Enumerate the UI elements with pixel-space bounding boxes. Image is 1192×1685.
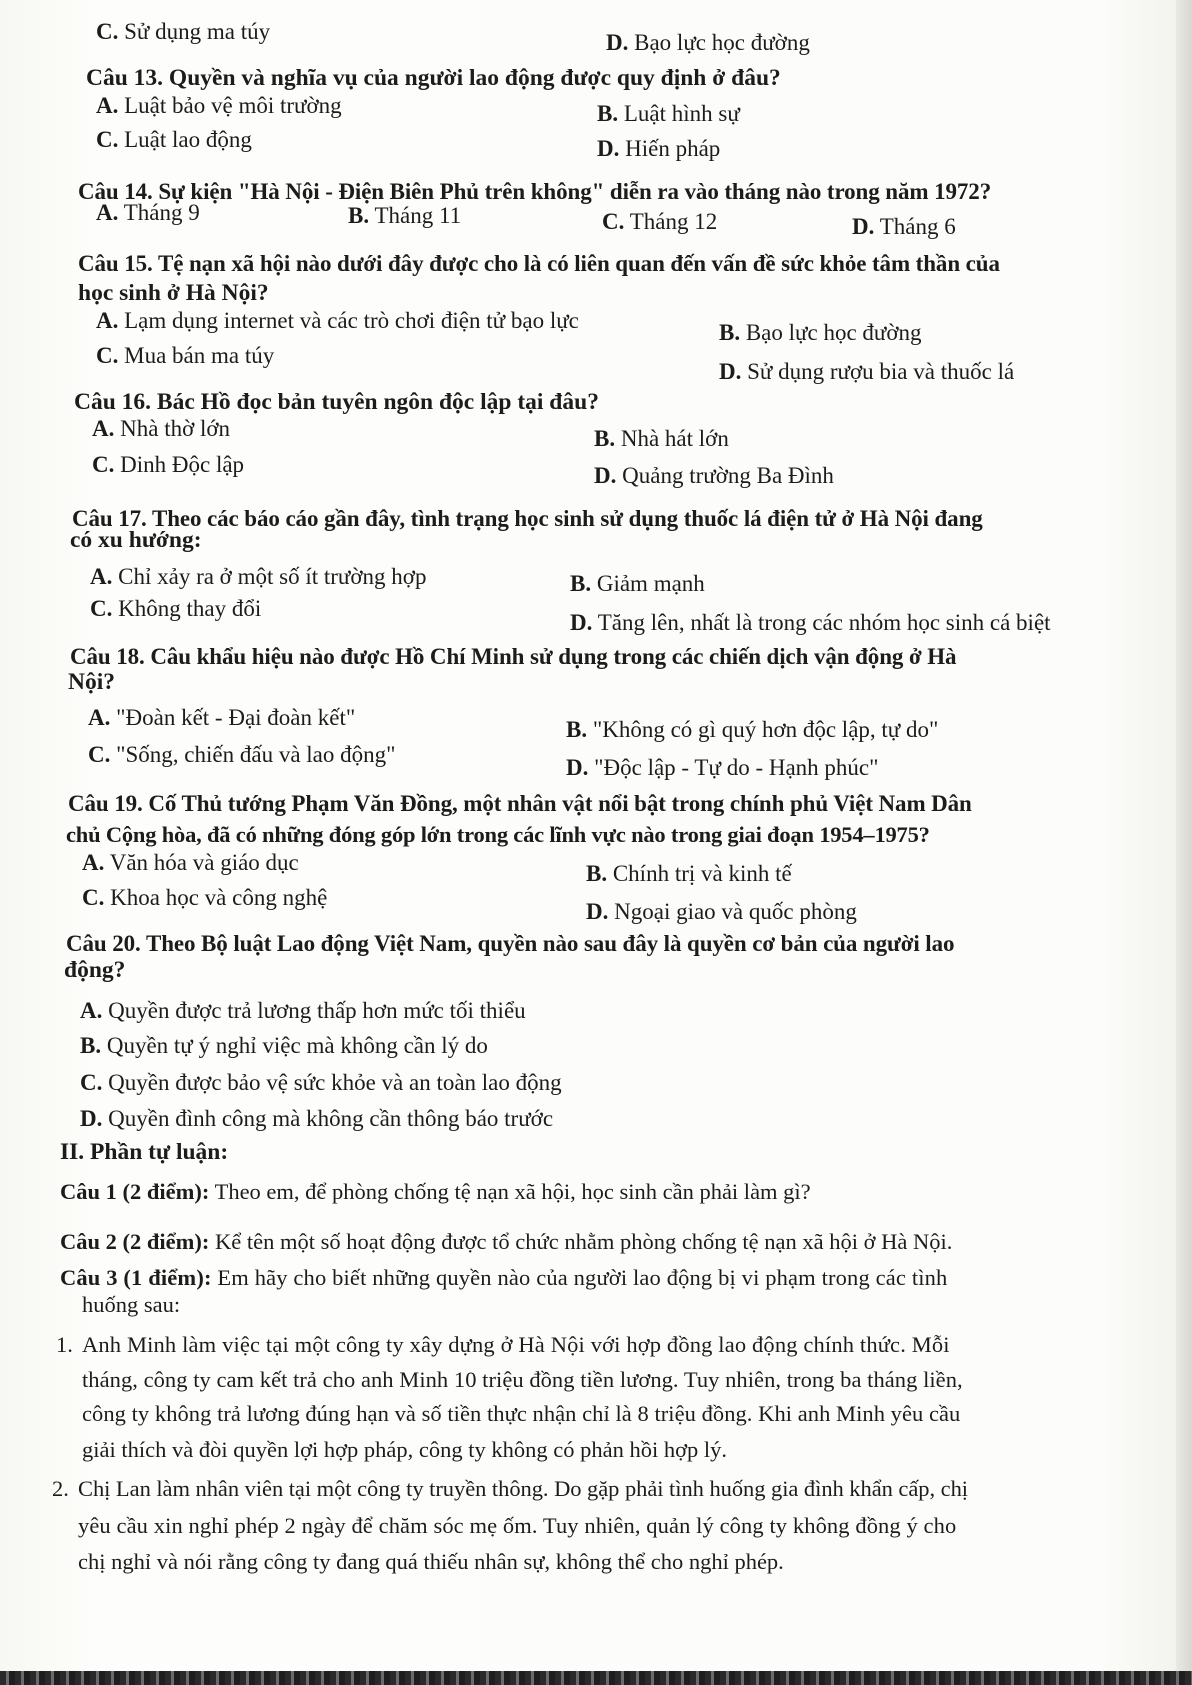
q15-option-d: D. Sử dụng rượu bia và thuốc lá — [719, 359, 1015, 384]
q20-option-d: D. Quyền đình công mà không cần thông báo trước — [80, 1106, 554, 1131]
q17-option-a: A. Chỉ xảy ra ở một số ít trường hợp — [90, 564, 427, 589]
q20-option-c: C. Quyền được bảo vệ sức khỏe và an toàn lao động — [80, 1070, 562, 1095]
question-16: Câu 16. Bác Hồ đọc bản tuyên ngôn độc lập tại đâu? — [74, 389, 599, 415]
q13-option-c: C. Luật lao động — [96, 127, 252, 152]
q18-option-d: D. "Độc lập - Tự do - Hạnh phúc" — [566, 755, 879, 780]
question-15: Câu 15. Tệ nạn xã hội nào dưới đây được cho là có liên quan đến vấn đề sức khỏe tâm thần của — [78, 251, 1000, 276]
q13-option-b: B. Luật hình sự — [597, 101, 740, 126]
case-2-line-1: Chị Lan làm nhân viên tại một công ty truyền thông. Do gặp phải tình huống gia đình khẩn cấp, chị — [78, 1476, 968, 1501]
q17-option-c: C. Không thay đổi — [90, 596, 262, 621]
scan-edge-right — [1176, 0, 1192, 1685]
essay-question-3-line-2: huống sau: — [82, 1292, 181, 1317]
q19-option-b: B. Chính trị và kinh tế — [586, 861, 792, 886]
case-2-number: 2. — [52, 1476, 69, 1501]
essay-question-3: Câu 3 (1 điểm): Em hãy cho biết những quyền nào của người lao động bị vi phạm trong các tình — [60, 1265, 948, 1290]
question-20: Câu 20. Theo Bộ luật Lao động Việt Nam, quyền nào sau đây là quyền cơ bản của người lao — [66, 931, 955, 956]
q20-option-a: A. Quyền được trả lương thấp hơn mức tối thiểu — [80, 998, 526, 1023]
q14-option-a: A. Tháng 9 — [96, 200, 200, 225]
q16-option-b: B. Nhà hát lớn — [594, 426, 729, 451]
q19-option-d: D. Ngoại giao và quốc phòng — [586, 899, 857, 924]
q12-option-c: C. Sử dụng ma túy — [96, 19, 271, 44]
q16-option-d: D. Quảng trường Ba Đình — [594, 463, 834, 488]
q14-option-d: D. Tháng 6 — [852, 214, 956, 239]
q15-option-a: A. Lạm dụng internet và các trò chơi điện tử bạo lực — [96, 308, 579, 333]
q17-option-b: B. Giảm mạnh — [570, 571, 705, 596]
question-18: Câu 18. Câu khẩu hiệu nào được Hồ Chí Minh sử dụng trong các chiến dịch vận động ở Hà — [70, 644, 957, 669]
q12-option-d: D. Bạo lực học đường — [606, 30, 810, 55]
question-19: Câu 19. Cố Thủ tướng Phạm Văn Đồng, một nhân vật nổi bật trong chính phủ Việt Nam Dân — [68, 791, 972, 816]
question-20-line-2: động? — [64, 957, 126, 983]
question-15-line-2: học sinh ở Hà Nội? — [78, 280, 269, 306]
essay-section-heading: II. Phần tự luận: — [60, 1139, 229, 1165]
q14-option-b: B. Tháng 11 — [348, 203, 462, 228]
case-1-line-2: tháng, công ty cam kết trả cho anh Minh 10 triệu đồng tiền lương. Tuy nhiên, trong ba tháng liền, — [82, 1367, 963, 1392]
question-19-line-2: chủ Cộng hòa, đã có những đóng góp lớn trong các lĩnh vực nào trong giai đoạn 1954–1975? — [66, 822, 930, 847]
q16-option-a: A. Nhà thờ lớn — [92, 416, 231, 441]
q16-option-c: C. Dinh Độc lập — [92, 452, 245, 477]
q18-option-c: C. "Sống, chiến đấu và lao động" — [88, 742, 396, 767]
q13-option-d: D. Hiến pháp — [597, 136, 721, 161]
case-1-line-3: công ty không trả lương đúng hạn và số tiền thực nhận chỉ là 8 triệu đồng. Khi anh Minh yêu cầu — [82, 1401, 961, 1426]
q17-option-d: D. Tăng lên, nhất là trong các nhóm học sinh cá biệt — [570, 610, 1051, 635]
q20-option-b: B. Quyền tự ý nghỉ việc mà không cần lý do — [80, 1033, 488, 1058]
question-14: Câu 14. Sự kiện "Hà Nội - Điện Biên Phủ trên không" diễn ra vào tháng nào trong năm 1972? — [78, 179, 992, 204]
q15-option-c: C. Mua bán ma túy — [96, 343, 275, 368]
q13-option-a: A. Luật bảo vệ môi trường — [96, 93, 342, 118]
essay-question-1: Câu 1 (2 điểm): Theo em, để phòng chống tệ nạn xã hội, học sinh cần phải làm gì? — [60, 1179, 811, 1204]
q14-option-c: C. Tháng 12 — [602, 209, 718, 234]
case-1-line-4: giải thích và đòi quyền lợi hợp pháp, công ty không có phản hồi hợp lý. — [82, 1437, 727, 1462]
q19-option-c: C. Khoa học và công nghệ — [82, 885, 328, 910]
case-2-line-2: yêu cầu xin nghỉ phép 2 ngày để chăm sóc mẹ ốm. Tuy nhiên, quản lý công ty không đồng ý cho — [78, 1513, 957, 1538]
q19-option-a: A. Văn hóa và giáo dục — [82, 850, 299, 875]
essay-question-2: Câu 2 (2 điểm): Kể tên một số hoạt động được tổ chức nhằm phòng chống tệ nạn xã hội ở Hà Nội. — [60, 1229, 953, 1254]
q18-option-b: B. "Không có gì quý hơn độc lập, tự do" — [566, 717, 939, 742]
question-17-line-2: có xu hướng: — [70, 527, 202, 553]
scan-edge-bottom — [0, 1671, 1192, 1685]
q15-option-b: B. Bạo lực học đường — [719, 320, 922, 345]
question-17: Câu 17. Theo các báo cáo gần đây, tình trạng học sinh sử dụng thuốc lá điện tử ở Hà Nội đang — [72, 506, 983, 531]
question-18-line-2: Nội? — [68, 669, 115, 695]
question-13: Câu 13. Quyền và nghĩa vụ của người lao động được quy định ở đâu? — [86, 65, 781, 91]
case-2-line-3: chị nghỉ và nói rằng công ty đang quá thiếu nhân sự, không thể cho nghỉ phép. — [78, 1549, 784, 1574]
case-1-number: 1. — [56, 1332, 73, 1357]
q18-option-a: A. "Đoàn kết - Đại đoàn kết" — [88, 705, 356, 730]
case-1-line-1: Anh Minh làm việc tại một công ty xây dựng ở Hà Nội với hợp đồng lao động chính thức. Mỗi — [82, 1332, 950, 1357]
